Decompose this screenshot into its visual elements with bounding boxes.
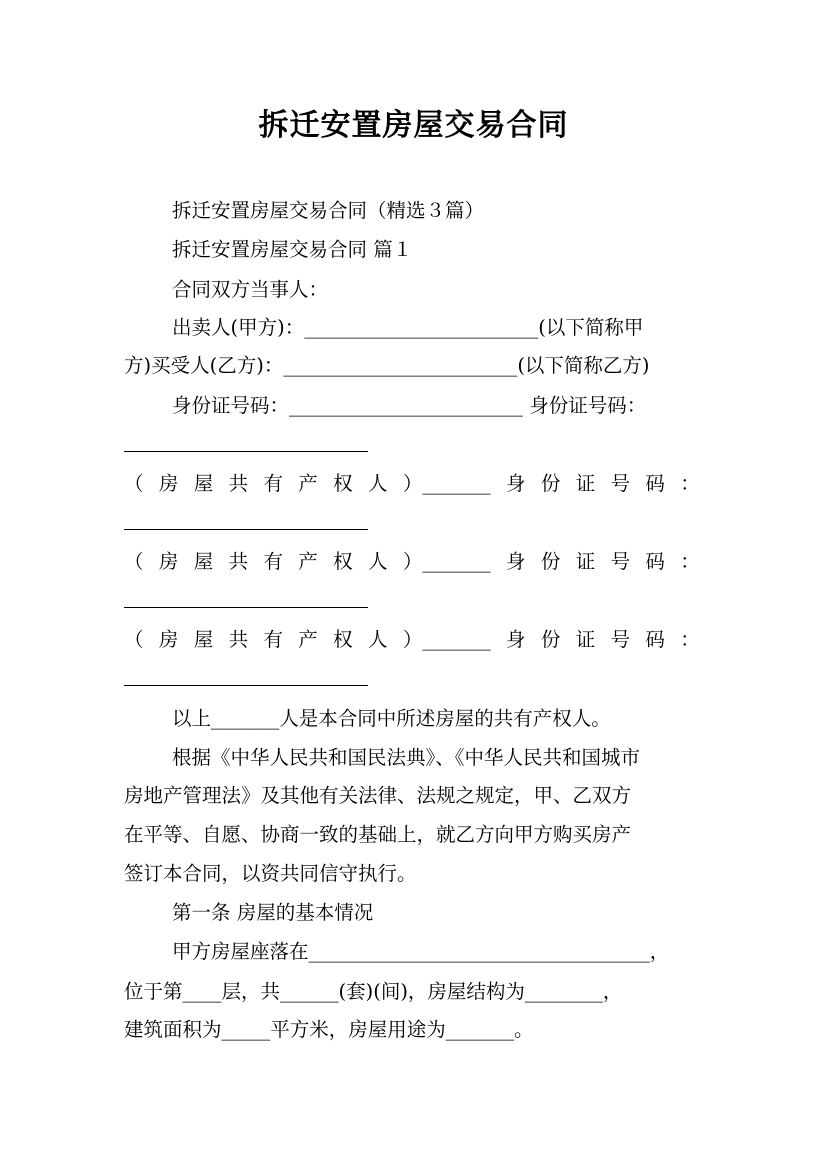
article-heading: 第一条 房屋的基本情况 (172, 901, 374, 924)
paragraph-line: 房地产管理法》及其他有关法律、法规之规定，甲、乙双方 (124, 784, 632, 807)
seller-line: 出卖人(甲方)：________________________(以下简称甲 (172, 316, 644, 339)
paragraph-line: 在平等、自愿、协商一致的基础上，就乙方向甲方购买房产 (124, 823, 632, 846)
parties-heading-line: 合同双方当事人： (172, 278, 329, 301)
blank-rule (124, 685, 368, 686)
buyer-line: 方)买受人(乙方)：________________________(以下简称乙方) (124, 354, 650, 377)
blank-rule (124, 529, 368, 530)
co-owner-line: （ 房 屋 共 有 产 权 人 ）_______ 身 份 证 号 码 ： (124, 472, 700, 495)
property-floor-line: 位于第____层，共______(套)(间)，房屋结构为________， (124, 980, 623, 1003)
id-number-line: 身份证号码：________________________ 身份证号码： (172, 394, 647, 417)
blank-rule (124, 607, 368, 608)
paragraph-line: 签订本合同，以资共同信守执行。 (124, 862, 417, 885)
blank-rule (124, 451, 368, 452)
paragraph-line: 根据《中华人民共和国民法典》、《中华人民共和国城市 (172, 746, 641, 769)
subtitle-line: 拆迁安置房屋交易合同（精选３篇） (172, 199, 485, 222)
co-owner-line: （ 房 屋 共 有 产 权 人 ）_______ 身 份 证 号 码 ： (124, 550, 700, 573)
property-area-line: 建筑面积为_____平方米，房屋用途为_______。 (124, 1018, 534, 1041)
co-owner-summary-line: 以上_______人是本合同中所述房屋的共有产权人。 (172, 707, 611, 730)
co-owner-line: （ 房 屋 共 有 产 权 人 ）_______ 身 份 证 号 码 ： (124, 628, 700, 651)
document-title: 拆迁安置房屋交易合同 (258, 108, 569, 143)
section-heading-line: 拆迁安置房屋交易合同 篇１ (172, 238, 413, 261)
property-location-line: 甲方房屋座落在___________________________________， (172, 940, 670, 963)
